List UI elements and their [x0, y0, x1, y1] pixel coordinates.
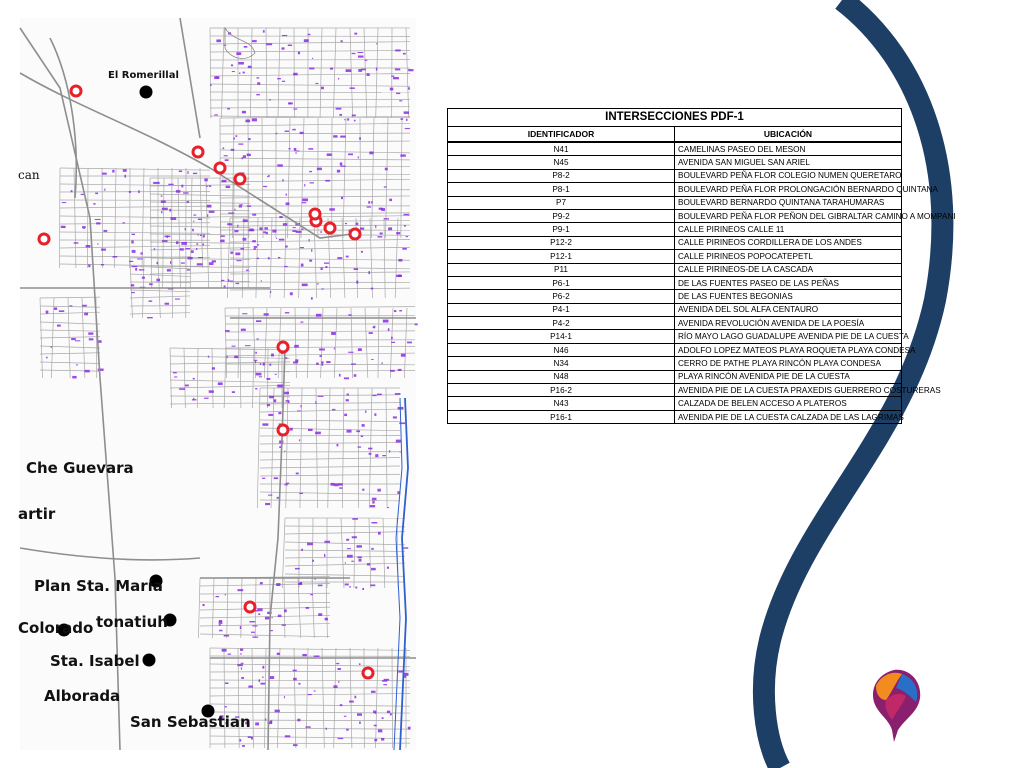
row-location: AVENIDA SAN MIGUEL SAN ARIEL	[675, 156, 902, 169]
row-location: AVENIDA REVOLUCIÓN AVENIDA DE LA POESÍA	[675, 317, 902, 330]
row-location: DE LAS FUENTES PASEO DE LAS PEÑAS	[675, 276, 902, 289]
row-identifier: N41	[448, 142, 675, 156]
row-identifier: P7	[448, 196, 675, 209]
place-label-sta-isabel: Sta. Isabel	[50, 652, 140, 670]
place-label-che-guevara: Che Guevara	[26, 459, 134, 477]
row-location: CALLE PIRINEOS POPOCATEPETL	[675, 250, 902, 263]
row-identifier: N46	[448, 343, 675, 356]
row-location: AVENIDA DEL SOL ALFA CENTAURO	[675, 303, 902, 316]
table-row	[448, 410, 902, 423]
place-label-alborada: Alborada	[44, 687, 121, 705]
row-identifier: P9-1	[448, 223, 675, 236]
row-identifier: P6-1	[448, 276, 675, 289]
column-header-identificador: IDENTIFICADOR	[448, 127, 675, 143]
table-row	[448, 397, 902, 410]
column-header-ubicacion: UBICACIÓN	[675, 127, 902, 143]
table-row	[448, 357, 902, 370]
table-row	[448, 183, 902, 196]
intersection-marker	[193, 147, 203, 157]
brand-logo	[866, 668, 926, 744]
table-row	[448, 370, 902, 383]
row-identifier: P8-2	[448, 169, 675, 182]
row-identifier: P4-2	[448, 317, 675, 330]
intersection-marker	[235, 174, 245, 184]
intersection-marker	[325, 223, 335, 233]
table-row	[448, 303, 902, 316]
place-label-colorado: Colorado	[18, 619, 94, 637]
row-identifier: N43	[448, 397, 675, 410]
intersection-marker	[245, 602, 255, 612]
row-identifier: P12-1	[448, 250, 675, 263]
table-row	[448, 276, 902, 289]
table-row	[448, 209, 902, 222]
row-identifier: P14-1	[448, 330, 675, 343]
place-label-tonatiuh: tonatiuh	[96, 613, 168, 631]
row-location: RÍO MAYO LAGO GUADALUPE AVENIDA PIE DE LA CUESTA	[675, 330, 902, 343]
row-identifier: P8-1	[448, 183, 675, 196]
row-location: CALZADA DE BELEN ACCESO A PLATEROS	[675, 397, 902, 410]
row-location: CALLE PIRINEOS CALLE 11	[675, 223, 902, 236]
row-identifier: N48	[448, 370, 675, 383]
row-location: BOULEVARD PEÑA FLOR COLEGIO NUMEN QUERETARO	[675, 169, 902, 182]
table-row	[448, 142, 902, 156]
row-identifier: P16-1	[448, 410, 675, 423]
place-label-can: can	[18, 168, 40, 182]
table-title: INTERSECCIONES PDF-1	[448, 109, 902, 127]
intersection-marker	[39, 234, 49, 244]
row-identifier: P6-2	[448, 290, 675, 303]
row-identifier: N34	[448, 357, 675, 370]
intersection-marker	[278, 342, 288, 352]
table-row	[448, 290, 902, 303]
table-row	[448, 250, 902, 263]
locality-dot	[140, 86, 153, 99]
place-label-artir: artir	[18, 505, 56, 523]
intersection-marker	[278, 425, 288, 435]
place-label-san-sebastian: San Sebastian	[130, 713, 251, 731]
intersection-marker	[363, 668, 373, 678]
table-row	[448, 330, 902, 343]
table-row	[448, 196, 902, 209]
table-row	[448, 169, 902, 182]
place-label-plan-sta-maria: Plan Sta. María	[34, 577, 163, 595]
row-identifier: P12-2	[448, 236, 675, 249]
row-location: PLAYA RINCÓN AVENIDA PIE DE LA CUESTA	[675, 370, 902, 383]
table-row	[448, 343, 902, 356]
intersection-marker	[71, 86, 81, 96]
intersections-table	[447, 108, 956, 424]
row-identifier: P4-1	[448, 303, 675, 316]
place-label-romerillal: El Romerillal	[108, 70, 179, 81]
intersection-marker	[310, 209, 320, 219]
row-identifier: P16-2	[448, 384, 675, 397]
row-location: CAMELINAS PASEO DEL MESON	[675, 142, 902, 156]
row-location: DE LAS FUENTES BEGONIAS	[675, 290, 902, 303]
row-location: AVENIDA PIE DE LA CUESTA PRAXEDIS GUERRERO COSTURERAS	[675, 384, 902, 397]
intersection-marker	[350, 229, 360, 239]
table-row	[448, 156, 902, 169]
row-location: BOULEVARD BERNARDO QUINTANA TARAHUMARAS	[675, 196, 902, 209]
intersection-marker	[215, 163, 225, 173]
row-location: CERRO DE PATHE PLAYA RINCÓN PLAYA CONDESA	[675, 357, 902, 370]
table-row	[448, 384, 902, 397]
row-location: AVENIDA PIE DE LA CUESTA CALZADA DE LAS LAGRIMAS	[675, 410, 902, 423]
row-location: BOULEVARD PEÑA FLOR PEÑON DEL GIBRALTAR CAMINO A MOMPANI	[675, 209, 902, 222]
row-identifier: P11	[448, 263, 675, 276]
table-row	[448, 317, 902, 330]
row-location: BOULEVARD PEÑA FLOR PROLONGACIÓN BERNARDO QUINTANA	[675, 183, 902, 196]
table-row	[448, 236, 902, 249]
row-location: CALLE PIRINEOS-DE LA CASCADA	[675, 263, 902, 276]
row-location: ADOLFO LOPEZ MATEOS PLAYA ROQUETA PLAYA CONDESA	[675, 343, 902, 356]
table-row	[448, 223, 902, 236]
table-row	[448, 263, 902, 276]
row-location: CALLE PIRINEOS CORDILLERA DE LOS ANDES	[675, 236, 902, 249]
row-identifier: N45	[448, 156, 675, 169]
city-map	[20, 18, 416, 750]
row-identifier: P9-2	[448, 209, 675, 222]
locality-dot	[143, 654, 156, 667]
